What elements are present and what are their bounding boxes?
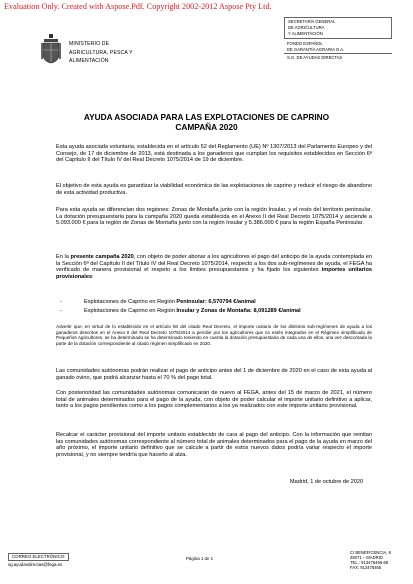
signature-date: Madrid, 1 de octubre de 2020 — [290, 479, 364, 485]
paragraph-objective: El objetivo de esta ayuda es garantizar la viabilidad económica de las explotaciones de caprino y reducir el riesgo de abandono de esta actividad productiva. — [56, 183, 372, 196]
bullet-text: Explotaciones de Caprino en Región — [84, 299, 177, 305]
fondo-box — [284, 39, 392, 54]
ministry-name — [69, 40, 133, 66]
paragraph-recalcar: Recalcar el carácter provisional del importe unitario establecido de cara al pago del anticipo. Con la información que remitan las comunidades autónomas correspondiente al número total de animales determinados para el pago de la ayuda en marzo del año próximo, el importe unitario definitivo que se calcule a partir de estos nuevos datos podría variar respecto el importe provisional, y no siempre tendría que hacerlo al alza. — [56, 432, 372, 458]
paragraph-anticipo: Las comunidades autónomas podrán realizar el pago de anticipo antes del 1 de diciembre de 2020 en el caso de esta ayuda al ganado ovino, que podrá alcanzar hasta el 70 % del pago total. — [56, 368, 372, 381]
address-line: FAX: 913476465 — [350, 565, 382, 570]
paragraph-intro: Esta ayuda asociada voluntaria, establecida en el artículo 52 del Reglamento (UE) Nº 1307/2013 del Parlamento Europeo y del Consejo, de 17 de diciembre de 2013, está destinada a los ganaderos que cumplan los requisitos establecidos en Sección 6ª del Capítulo II del Título IV del Real Decreto 1075/2014 de 19 de diciembre. — [56, 144, 372, 163]
email-address[interactable]: sg.ayudasdirectas@fega.es — [8, 562, 63, 567]
bullet-text: Explotaciones de Caprino en Región — [84, 308, 177, 314]
paragraph-posterioridad: Con posterioridad las comunidades autónomas comunicarán de nuevo al FEGA, antes del 15 de marzo de 2021, el número total de animales determinados para el pago de la ayuda, con objeto de poder calcular el importe unitario definitivo a aplicar, tanto a los pagos pendientes como a los pagos complementarios a los ya realizados con este importe unitario provisional. — [56, 390, 372, 409]
email-label: CORREO ELECTRÓNICO: — [8, 553, 69, 561]
address-line: C/ BENEFICENCIA, 8 — [350, 550, 391, 555]
campaign-text: : — [92, 273, 94, 280]
secretaria-line: DE AGRICULTURA — [288, 25, 325, 30]
bullet-dash: - — [60, 299, 62, 305]
bullet-amount: Insular y Zonas de Montaña: 8,091289 €/animal — [176, 308, 301, 314]
paragraph-advertir: Advertir que, en virtud de lo establecido en el artículo 50 del citado Real Decreto, el importe unitario de los distintos sub-regímenes de ayuda a los ganaderos descritos en el Anexo II del Real Decreto 1075/2014 a percibir por los agricultores que no estén integrados en el Régimen simplificado de Pequeños Agricultores, se ha determinado se ha determinado teniendo en cuenta la dotación presupuestaria de cada una de ellos, una vez descontada la parte de la dotación correspondiente al citado régimen simplificado en 2020. — [56, 324, 372, 346]
fondo-line: DE GARANTÍA AGRARIA O.A. — [287, 47, 345, 52]
sg-line: S.G. DE AYUDAS DIRECTAS — [287, 55, 343, 60]
document-title — [0, 112, 413, 132]
spanish-coat-of-arms-icon — [40, 34, 62, 64]
page-number: Página 1 de 1 — [186, 556, 214, 561]
agency-header — [284, 17, 392, 62]
ministry-line: MINISTERIO DE — [69, 41, 110, 47]
watermark: Evaluation Only. Created with Aspose.Pdf. Copyright 2002-2012 Aspose Pty Ltd. — [4, 2, 272, 11]
ministry-line: ALIMENTACIÓN — [69, 58, 109, 65]
paragraph-regions: Para esta ayuda se diferencian dos regiones: Zonas de Montaña junto con la región Insular, y el resto del territorio peninsular. La dotación presupuestaria para la campaña 2020 queda establecida en el Anexo II del Real Decreto 1075/2014 y asciende a 5.093.000 € para la región de Zonas de Montaña junto con la región Insular y 5.386.000 € para la región España Peninsular. — [56, 207, 372, 226]
bullet-insular — [60, 308, 301, 315]
campaign-bold: presente campaña 2020 — [70, 254, 134, 260]
secretaria-line: SECRETARÍA GENERAL — [288, 19, 336, 24]
paragraph-campaign — [56, 254, 372, 280]
bullet-amount: Peninsular: 6,570794 €/animal — [176, 299, 256, 305]
campaign-text: En la — [56, 254, 71, 260]
bullet-peninsular — [60, 299, 256, 306]
postal-address — [350, 550, 391, 570]
campaign-bold: importes unitarios provisionales — [56, 267, 372, 280]
address-line: 28071 – MADRID — [350, 555, 383, 560]
bullet-dash: - — [60, 308, 62, 314]
secretaria-box — [284, 17, 392, 39]
title-line: CAMPAÑA 2020 — [175, 122, 238, 132]
title-line: AYUDA ASOCIADA PARA LAS EXPLOTACIONES DE CAPRINO — [83, 112, 330, 122]
campaign-text: , con objeto de poder abonar a los agricultores el pago del anticipo de la ayuda contemplada en la Sección 6ª del Capítulo II del Título IV del Real Decreto 1075/2014, respecto a los dos sub-regímenes de ayuda, el FEGA ha verificado de manera provisional el respeto a los límites presupuestarios y ha fijado los siguientes — [56, 254, 373, 273]
secretaria-line: Y ALIMENTACIÓN — [288, 31, 323, 36]
address-line: TEL.: 913476466-68 — [350, 560, 389, 565]
fondo-line: FONDO ESPAÑOL — [287, 41, 323, 46]
ministry-line: AGRICULTURA, PESCA Y — [69, 49, 133, 56]
